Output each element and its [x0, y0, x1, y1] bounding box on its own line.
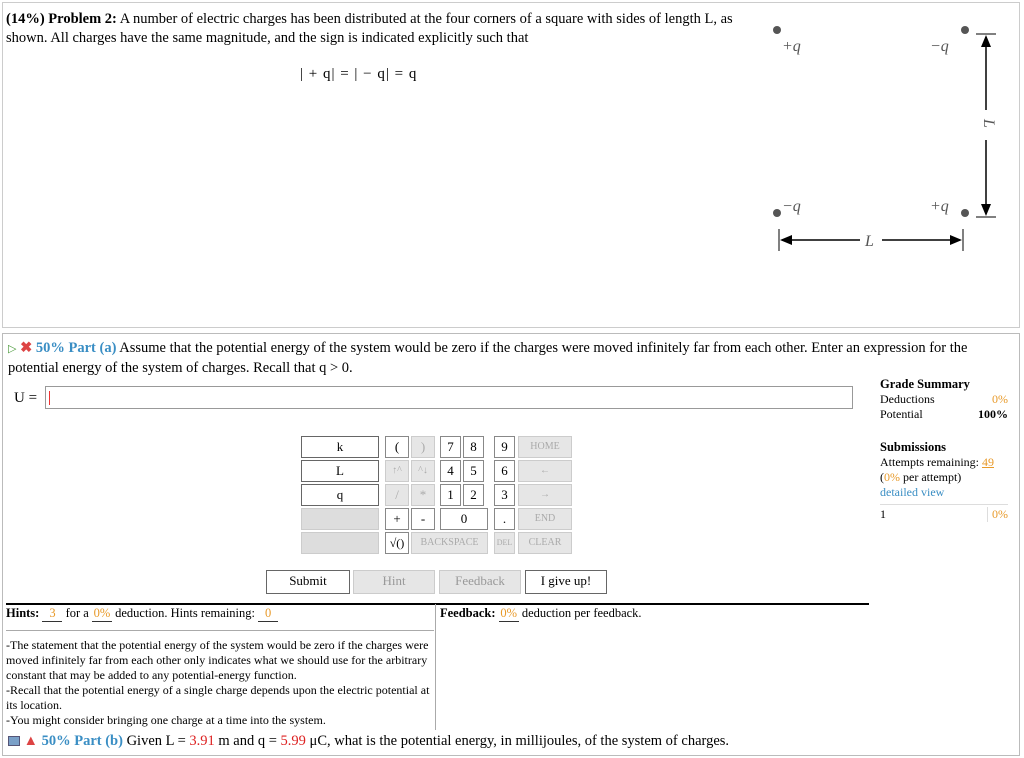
- answer-input[interactable]: [45, 386, 853, 409]
- var-empty-slot: [301, 532, 379, 554]
- hint-item: -You might consider bringing one charge at a time into the system.: [6, 713, 326, 727]
- part-a-prompt: [8, 339, 1018, 378]
- close-paren-key[interactable]: ): [411, 436, 435, 458]
- potential-value: 100%: [978, 407, 1008, 421]
- part-b-label: Part (b): [74, 733, 123, 749]
- submit-button[interactable]: Submit: [266, 570, 350, 594]
- divider: [6, 603, 869, 605]
- hints-deduction-text: deduction. Hints remaining:: [115, 606, 255, 620]
- give-up-button[interactable]: I give up!: [525, 570, 607, 594]
- divider: [435, 604, 436, 730]
- text-cursor: [49, 391, 50, 405]
- clear-key[interactable]: CLEAR: [518, 532, 572, 554]
- deductions-value: 0%: [992, 392, 1008, 406]
- right-arrow-key[interactable]: →: [518, 484, 572, 506]
- dot-key[interactable]: .: [494, 508, 515, 530]
- open-paren-key[interactable]: (: [385, 436, 409, 458]
- minus-key[interactable]: -: [411, 508, 435, 530]
- key-4[interactable]: 4: [440, 460, 461, 482]
- problem-statement: [6, 10, 736, 48]
- var-q-button[interactable]: q: [301, 484, 379, 506]
- hints-label: Hints:: [6, 606, 40, 620]
- backspace-key[interactable]: BACKSPACE: [411, 532, 488, 554]
- key-9[interactable]: 9: [494, 436, 515, 458]
- end-key[interactable]: END: [518, 508, 572, 530]
- label-bottom-right: +q: [930, 198, 949, 215]
- side-length-label: L: [980, 119, 997, 128]
- hint-list: [6, 638, 434, 728]
- q-value: 5.99: [280, 733, 306, 749]
- left-arrow-key[interactable]: ←: [518, 460, 572, 482]
- charge-square-diagram: [740, 15, 1010, 260]
- problem-header: (14%) Problem 2:: [6, 11, 117, 27]
- hints-pct: 0%: [93, 606, 111, 620]
- per-attempt-label: per attempt): [903, 470, 962, 484]
- problem-text: A number of electric charges has been distributed at the four corners of a square with sides of length L, as shown. All charges have the same magnitude, and the sign is indicated explicitly such that: [6, 11, 733, 46]
- feedback-text: deduction per feedback.: [521, 606, 642, 620]
- label-top-right: −q: [930, 38, 949, 55]
- key-8[interactable]: 8: [463, 436, 484, 458]
- key-6[interactable]: 6: [494, 460, 515, 482]
- grade-summary: Grade Summary Deductions 0% Potential 100% Submissions Attempts remaining: 49 (0% per attempt) detailed view 1 0%: [880, 377, 1008, 521]
- charge-bottom-left: [773, 209, 781, 217]
- var-k-button[interactable]: k: [301, 436, 379, 458]
- charge-top-right: [961, 26, 969, 34]
- divider: [6, 630, 434, 631]
- down-caret-key[interactable]: ^↓: [411, 460, 435, 482]
- part-b-prompt: [8, 733, 1018, 750]
- attempts-label: Attempts remaining:: [880, 455, 979, 469]
- up-caret-key[interactable]: ↑^: [385, 460, 409, 482]
- part-b-text-3: μC, what is the potential energy, in millijoules, of the system of charges.: [309, 733, 730, 749]
- part-b-text-2: m and q =: [218, 733, 277, 749]
- plus-key[interactable]: +: [385, 508, 409, 530]
- multiply-key[interactable]: *: [411, 484, 435, 506]
- part-b-percent: 50%: [41, 733, 71, 749]
- history-value: 0%: [987, 507, 1008, 522]
- feedback-summary: [440, 606, 642, 622]
- L-value: 3.91: [189, 733, 215, 749]
- key-3[interactable]: 3: [494, 484, 515, 506]
- hint-item: -The statement that the potential energy of the system would be zero if the charges were moved infinitely far from each other only indicates what we should use for the arbitrary constant that may be added to any potential-energy function.: [6, 638, 429, 682]
- key-0[interactable]: 0: [440, 508, 488, 530]
- attempts-value: 49: [981, 455, 994, 469]
- feedback-button[interactable]: Feedback: [439, 570, 521, 594]
- warning-icon: ▲: [23, 733, 38, 749]
- home-key[interactable]: HOME: [518, 436, 572, 458]
- submissions-title: Submissions: [880, 440, 947, 454]
- delete-key[interactable]: DEL: [494, 532, 515, 554]
- history-index: 1: [880, 507, 886, 521]
- per-attempt-pct: 0%: [884, 470, 900, 484]
- answer-label: U =: [14, 390, 38, 406]
- hints-for-a: for a: [65, 606, 89, 620]
- bottom-length-label: L: [865, 233, 874, 250]
- incorrect-icon: ✖: [20, 340, 33, 356]
- part-a-label: Part (a): [68, 340, 117, 356]
- divide-key[interactable]: /: [385, 484, 409, 506]
- hints-count: 3: [42, 606, 62, 622]
- play-icon[interactable]: ▷: [8, 343, 17, 355]
- charge-bottom-right: [961, 209, 969, 217]
- key-1[interactable]: 1: [440, 484, 461, 506]
- magnitude-equation: | + q| = | − q| = q: [300, 66, 418, 82]
- key-2[interactable]: 2: [463, 484, 484, 506]
- part-a-text: Assume that the potential energy of the system would be zero if the charges were moved infinitely far from each other. Enter an expression for the potential energy of the system of charges. Recall that q > 0.: [8, 340, 968, 376]
- charge-top-left: [773, 26, 781, 34]
- detailed-view-link[interactable]: detailed view: [880, 485, 945, 499]
- sqrt-key[interactable]: √(): [385, 532, 409, 554]
- hint-item: -Recall that the potential energy of a single charge depends upon the electric potential at its location.: [6, 683, 430, 712]
- potential-label: Potential: [880, 407, 923, 421]
- part-a-percent: 50%: [35, 340, 65, 356]
- var-empty-slot: [301, 508, 379, 530]
- feedback-label: Feedback:: [440, 606, 496, 620]
- key-7[interactable]: 7: [440, 436, 461, 458]
- feedback-pct: 0%: [500, 606, 518, 620]
- hints-remaining: 0: [258, 606, 278, 622]
- part-b-text-1: Given L =: [126, 733, 186, 749]
- collapse-icon[interactable]: [8, 736, 20, 746]
- deductions-label: Deductions: [880, 392, 935, 406]
- hints-summary: [6, 606, 278, 622]
- hint-button[interactable]: Hint: [353, 570, 435, 594]
- label-top-left: +q: [782, 38, 801, 55]
- label-bottom-left: −q: [782, 198, 801, 215]
- grade-summary-title: Grade Summary: [880, 377, 970, 391]
- var-L-button[interactable]: L: [301, 460, 379, 482]
- key-5[interactable]: 5: [463, 460, 484, 482]
